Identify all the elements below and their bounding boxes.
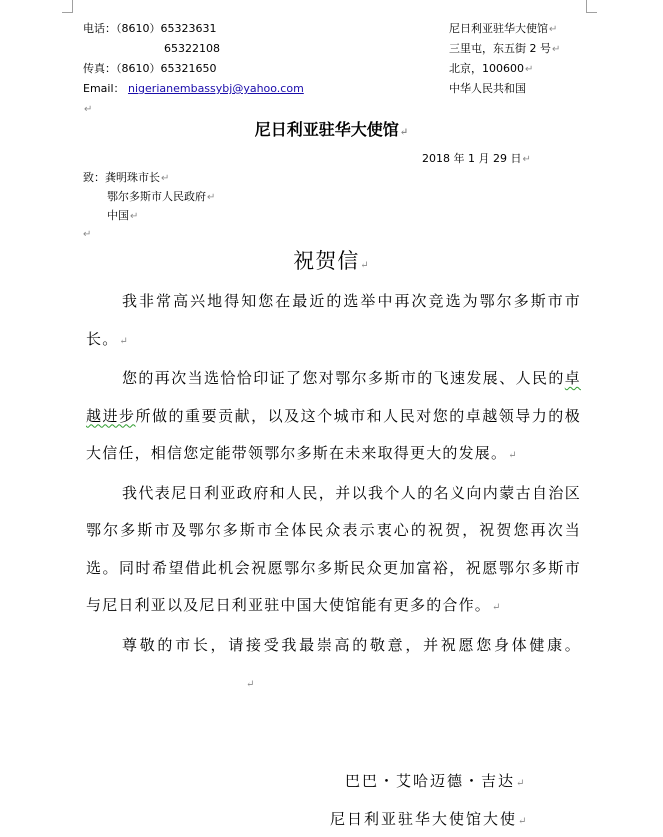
paragraph-mark-icon: ↵ — [207, 192, 216, 203]
paragraph-mark-icon: ↵ — [84, 104, 93, 115]
crop-mark-top-left — [62, 0, 73, 13]
embassy-title: 尼日利亚驻华大使馆↵ — [254, 120, 409, 139]
paragraph-mark-icon: ↵ — [119, 335, 129, 347]
paragraph-mark-icon: ↵ — [516, 778, 527, 789]
paragraph-3: 我代表尼日利亚政府和人民，并以我个人的名义向内蒙古自治区鄂尔多斯市及鄂尔多斯市全体民众表示衷心的祝贺，祝贺您再次当选。同时希望借此机会祝愿鄂尔多斯民众更加富裕，祝愿鄂尔多斯市与尼日利亚以及尼日利亚驻中国大使馆能有更多的合作。↵ — [86, 483, 581, 614]
phone-extra: 65322108 — [164, 42, 220, 55]
paragraph-mark-icon: ↵ — [522, 154, 531, 165]
email-link[interactable]: nigerianembassybj@yahoo.com — [128, 82, 304, 95]
paragraph-mark-icon: ↵ — [360, 260, 370, 271]
grammar-squiggle[interactable]: 卓越进步 — [86, 369, 581, 425]
addressee-line-2: 鄂尔多斯市人民政府 — [107, 190, 206, 203]
email-label: Email： — [83, 82, 125, 95]
paragraph-mark-icon: ↵ — [549, 24, 558, 35]
address-line-4: 中华人民共和国 — [449, 82, 526, 95]
paragraph-mark-icon: ↵ — [518, 816, 529, 827]
paragraph-mark-icon: ↵ — [525, 64, 534, 75]
paragraph-mark-icon: ↵ — [508, 450, 518, 461]
address-line-2: 三里屯，东五街 2 号 — [449, 42, 551, 55]
letter-title: 祝贺信↵ — [293, 249, 370, 273]
paragraph-2: 您的再次当选恰恰印证了您对鄂尔多斯市的飞速发展、人民的卓越进步所做的重要贡献，以及这个城市和人民对您的卓越领导力的极大信任，相信您定能带领鄂尔多斯在未来取得更大的发展。↵ — [86, 369, 581, 462]
paragraph-4: 尊敬的市长，请接受我最崇高的敬意，并祝愿您身体健康。↵ — [122, 635, 581, 690]
letter-body — [86, 283, 581, 704]
paragraph-mark-icon: ↵ — [552, 44, 561, 55]
paragraph-mark-icon: ↵ — [246, 679, 256, 690]
letter-date: 2018 年 1 月 29 日↵ — [422, 152, 531, 165]
paragraph-mark-icon: ↵ — [399, 127, 409, 138]
paragraph-mark-icon: ↵ — [130, 211, 139, 222]
letterhead-contact — [83, 19, 304, 119]
paragraph-mark-icon: ↵ — [161, 173, 170, 184]
letterhead-address — [449, 19, 560, 99]
address-line-3: 北京，100600 — [449, 62, 524, 75]
paragraph-1: 我非常高兴地得知您在最近的选举中再次竞选为鄂尔多斯市市长。↵ — [86, 292, 581, 348]
address-line-1: 尼日利亚驻华大使馆 — [449, 22, 548, 35]
phone-line: 电话：（8610）65323631 — [83, 22, 217, 35]
signatory-title: 尼日利亚驻华大使馆大使↵ — [330, 810, 529, 828]
addressee-line-3: 中国 — [107, 209, 129, 222]
fax-line: 传真：（8610）65321650 — [83, 62, 217, 75]
paragraph-mark-icon: ↵ — [83, 229, 92, 240]
addressee-line-1: 致：龚明珠市长 — [83, 171, 160, 184]
crop-mark-top-right — [586, 0, 597, 13]
signatory-name: 巴巴・艾哈迈德・吉达↵ — [345, 772, 527, 790]
paragraph-mark-icon: ↵ — [492, 602, 502, 613]
addressee-block — [83, 169, 215, 226]
